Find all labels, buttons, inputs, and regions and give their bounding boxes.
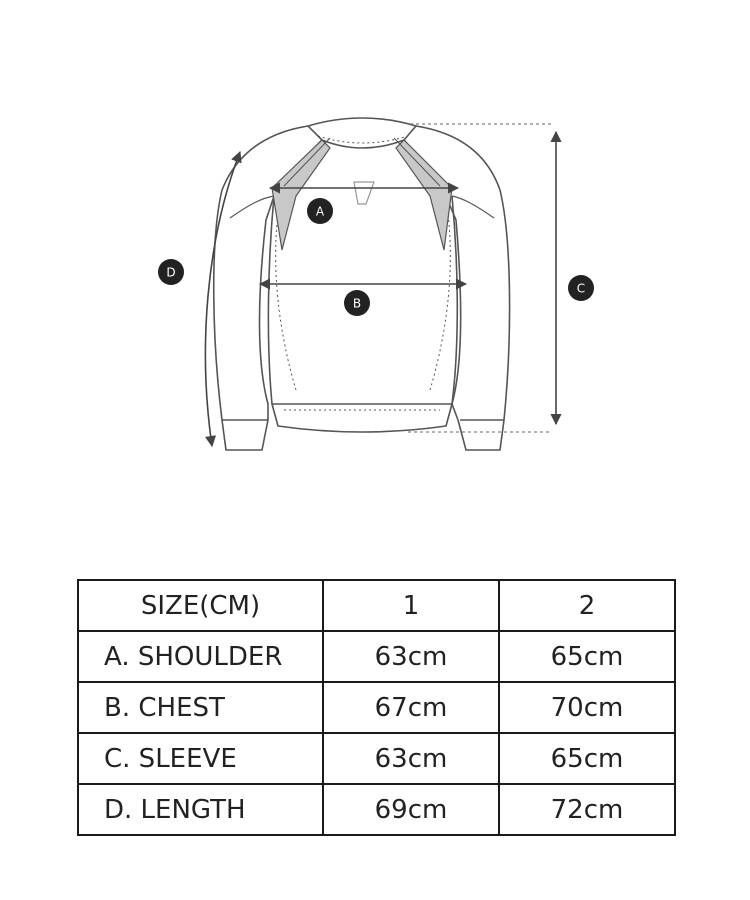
row-label: D. LENGTH [78,784,323,835]
svg-text:D: D [166,265,176,280]
size-chart-table [77,579,676,836]
size-header-2: 2 [499,580,675,631]
table-row [78,733,675,784]
cell-value: 70cm [499,682,675,733]
marker-a [307,198,333,224]
cell-value: 72cm [499,784,675,835]
right-panel [396,140,452,250]
sleeve-arrow [205,152,240,446]
cell-value: 63cm [323,631,499,682]
table-row [78,631,675,682]
cell-value: 65cm [499,733,675,784]
size-header-1: 1 [323,580,499,631]
hem-band [272,404,452,432]
row-label: A. SHOULDER [78,631,323,682]
cell-value: 69cm [323,784,499,835]
right-zipper [394,138,440,186]
cell-value: 67cm [323,682,499,733]
marker-c [568,275,594,301]
marker-d [158,259,184,285]
table-header-row [78,580,675,631]
cell-value: 63cm [323,733,499,784]
svg-text:A: A [315,204,325,219]
svg-text:B: B [352,296,362,311]
svg-text:C: C [576,281,586,296]
row-label: C. SLEEVE [78,733,323,784]
cell-value: 65cm [499,631,675,682]
size-header-label: SIZE(CM) [78,580,323,631]
left-panel [272,140,330,250]
body-left-side [268,196,274,404]
table-row [78,682,675,733]
table-row [78,784,675,835]
marker-b [344,290,370,316]
chest-logo-icon [354,182,374,204]
row-label: B. CHEST [78,682,323,733]
